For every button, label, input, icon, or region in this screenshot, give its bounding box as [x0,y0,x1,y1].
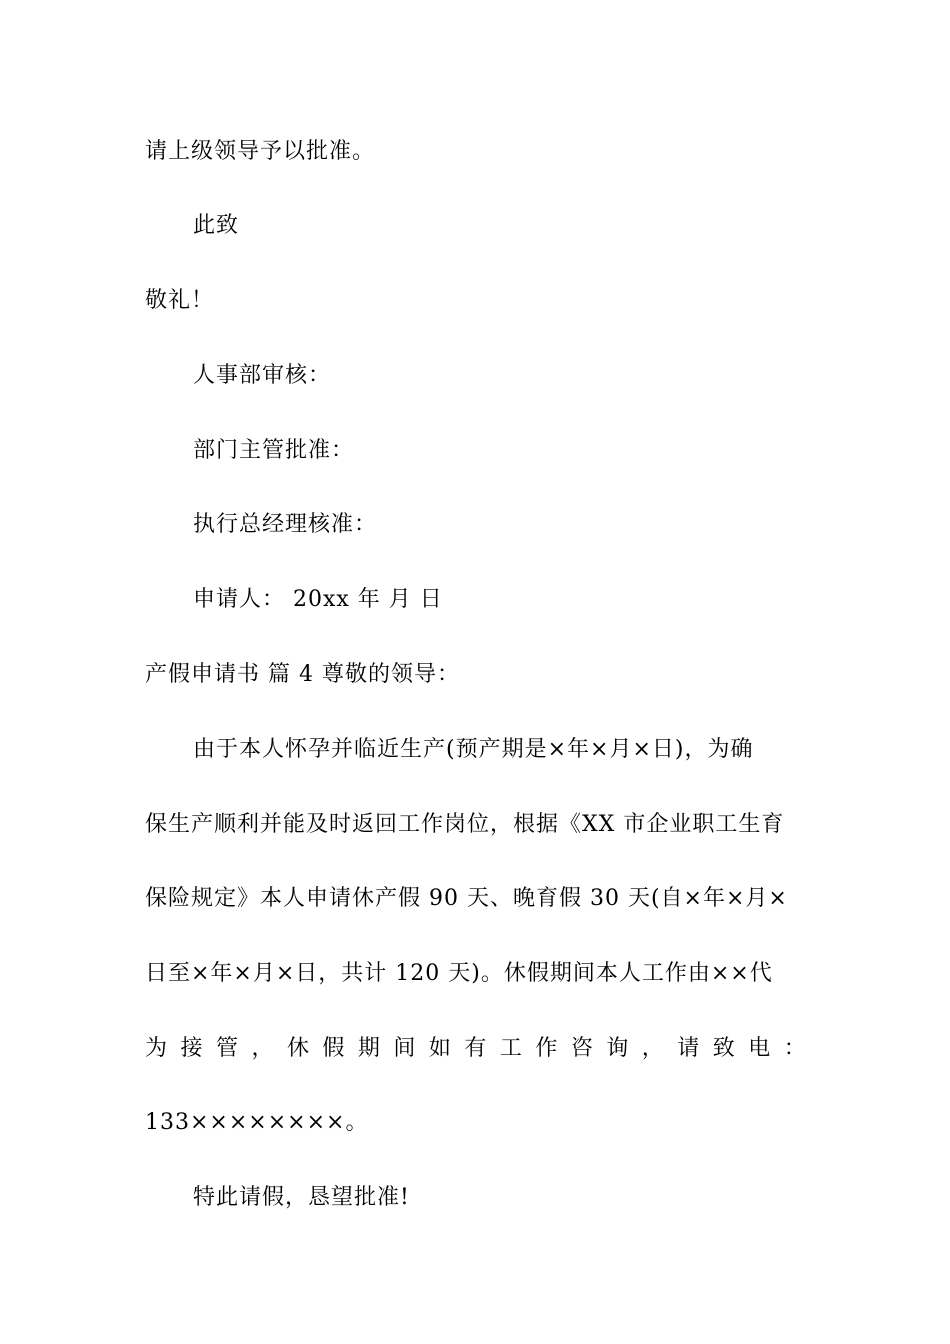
justified-char: 间 [393,1036,417,1061]
hr-review-field: 人事部审核： [193,363,332,388]
justified-char: 电 [748,1036,772,1061]
justified-char: 接 [180,1036,204,1061]
justified-char: ， [251,1036,275,1061]
justified-char: 请 [677,1036,701,1061]
applicant-date-field: 申请人： 20xx 年 月 日 [193,587,443,612]
justified-char: 假 [322,1036,346,1061]
justified-char: 有 [464,1036,488,1061]
justified-char: 为 [145,1036,169,1061]
department-approval-field: 部门主管批准： [193,438,355,463]
justified-char: 作 [535,1036,559,1061]
body-paragraph-line: 保险规定》本人申请休产假 90 天、晚育假 30 天(自×年×月× [145,886,788,911]
justified-char: 咨 [570,1036,594,1061]
closing-request-line: 特此请假，恳望批准! [193,1185,410,1210]
justified-char: 管 [215,1036,239,1061]
approval-request-line: 请上级领导予以批准。 [145,139,376,164]
justified-char: ， [641,1036,665,1061]
body-paragraph-line: 保生产顺利并能及时返回工作岗位，根据《XX 市企业职工生育 [145,812,785,837]
justified-char: 询 [606,1036,630,1061]
justified-char: 工 [499,1036,523,1061]
section-heading: 产假申请书 篇 4 尊敬的领导： [145,662,460,687]
body-paragraph-line: 由于本人怀孕并临近生产(预产期是×年×月×日)，为确 [193,737,754,762]
phone-number-line: 133××××××××。 [145,1110,369,1135]
closing-regards: 敬礼！ [145,288,215,313]
justified-char: 休 [286,1036,310,1061]
body-paragraph-line: 日至×年×月×日，共计 120 天)。休假期间本人工作由××代 [145,961,773,986]
executive-approval-field: 执行总经理核准： [193,512,378,537]
closing-salutation: 此致 [193,213,240,238]
justified-char: 致 [712,1036,736,1061]
justified-char: ： [783,1036,807,1061]
justified-char: 期 [357,1036,381,1061]
body-paragraph-line-justified [145,1034,807,1064]
justified-char: 如 [428,1036,452,1061]
